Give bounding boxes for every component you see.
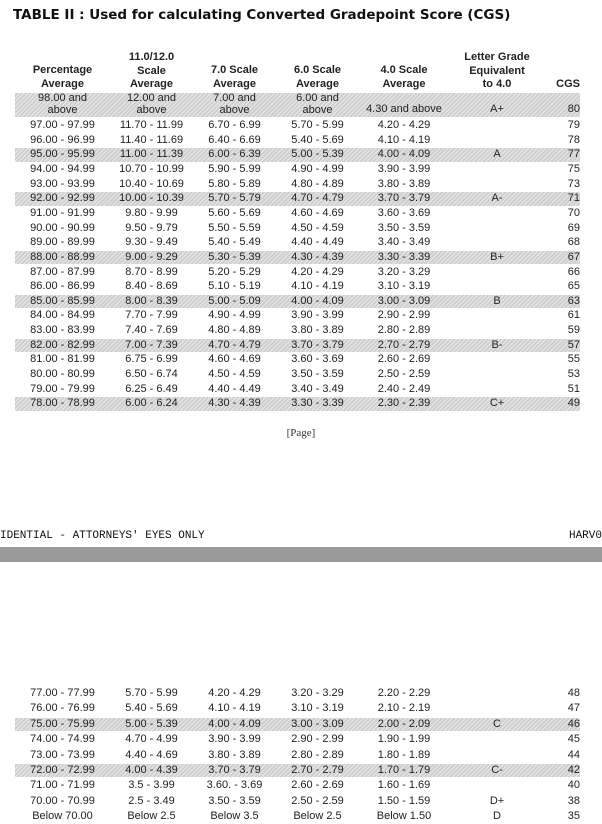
cell-4-scale: 3.50 - 3.59: [377, 221, 431, 234]
header-line: Average: [212, 77, 256, 90]
cell-percentage: 97.00 - 97.99: [30, 119, 95, 131]
cell-6-scale: 3.90 - 3.99: [291, 309, 344, 322]
header-6-scale: [276, 64, 359, 91]
cell-7-scale: 5.70 - 5.79: [208, 192, 261, 205]
cell-12-scale: 6.25 - 6.49: [125, 382, 178, 395]
cell-percentage: 91.00 - 91.99: [30, 206, 95, 219]
cell-percentage: 71.00 - 71.99: [30, 779, 95, 792]
header-line: Percentage: [32, 64, 93, 76]
cell-cgs: 55: [567, 353, 580, 366]
table-row: [15, 119, 580, 132]
table-row: [15, 309, 580, 322]
cell-percentage: 88.00 - 88.99: [30, 250, 95, 263]
table-row: [15, 810, 580, 823]
cell-7-scale: 6.00 - 6.39: [208, 148, 261, 161]
cell-cgs: 51: [567, 382, 580, 395]
cell-cgs: 61: [567, 309, 580, 322]
cell-12-scale: 4.70 - 4.99: [125, 733, 178, 746]
cell-4-scale: 2.20 - 2.29: [377, 687, 431, 699]
cell-12-scale: 11.70 - 11.99: [119, 119, 184, 131]
cell-6-scale: 3.60 - 3.69: [291, 353, 344, 366]
cell-percentage: 87.00 - 87.99: [30, 265, 95, 278]
table-row: [15, 779, 580, 792]
cell-12-scale: 9.50 - 9.79: [125, 221, 178, 234]
cell-12-scale: 8.70 - 8.99: [125, 265, 178, 278]
cell-cgs: 57: [567, 338, 580, 351]
cell-cgs: 65: [567, 280, 580, 293]
cell-cgs: 38: [567, 794, 580, 807]
cell-4-scale: 2.40 - 2.49: [377, 382, 431, 395]
cell-cgs: 48: [567, 687, 580, 699]
header-line: Average: [382, 77, 426, 90]
header-cgs: [537, 78, 580, 92]
cell-4-scale: 2.60 - 2.69: [377, 353, 431, 366]
cell-cgs: 67: [567, 250, 580, 263]
cell-6-scale: 4.20 - 4.29: [291, 265, 344, 278]
cell-4-scale: 4.20 - 4.29: [377, 119, 431, 131]
cell-letter-grade: D: [493, 810, 501, 823]
cell-12-scale: 11.40 - 11.69: [119, 133, 184, 146]
cell-line: 6.00 and: [296, 92, 339, 104]
cell-percentage: 79.00 - 79.99: [30, 382, 95, 395]
cell-7-scale: 4.10 - 4.19: [208, 702, 261, 715]
header-line: Equivalent: [469, 64, 525, 77]
cell-12-scale: 5.70 - 5.99: [125, 687, 178, 699]
header-line: Average: [129, 78, 173, 90]
header-line: 11.0/12.0: [128, 51, 175, 63]
cell-6-scale: 4.60 - 4.69: [291, 206, 344, 219]
cell-cgs: 71: [567, 192, 580, 205]
cell-6-scale: 4.40 - 4.49: [291, 236, 344, 249]
cell-percentage: 73.00 - 73.99: [30, 748, 95, 761]
cell-percentage: 93.00 - 93.99: [30, 177, 95, 190]
cell-percentage: 77.00 - 77.99: [30, 687, 95, 699]
cell-line: 98.00 and: [38, 92, 87, 104]
cell-letter-grade: A: [493, 148, 501, 161]
header-line: 6.0 Scale: [293, 64, 342, 76]
table-row: [15, 236, 580, 249]
cell-6-scale: 3.40 - 3.49: [291, 382, 344, 395]
cell-4-scale: Below 1.50: [376, 810, 432, 823]
cell-6-scale: 5.00 - 5.39: [291, 148, 344, 161]
cell-12-scale: 10.00 - 10.39: [119, 192, 184, 205]
cell-12-scale: 11.00 - 11.39: [119, 148, 184, 161]
cell-7-scale: 3.90 - 3.99: [208, 733, 261, 746]
header-7-scale: [193, 64, 276, 91]
cell-4-scale: 3.70 - 3.79: [377, 192, 431, 205]
cell-7-scale: [193, 93, 276, 116]
table-row: [15, 295, 580, 308]
cell-cgs: 46: [567, 717, 580, 730]
cell-6-scale: 4.80 - 4.89: [291, 177, 344, 190]
page-marker: [Page]: [286, 427, 316, 439]
table-row: [15, 148, 580, 161]
header-4-scale: [361, 64, 447, 91]
header-line: Scale: [137, 64, 166, 77]
cell-6-scale: 2.90 - 2.99: [291, 733, 344, 746]
cell-percentage: 81.00 - 81.99: [30, 353, 95, 366]
cell-6-scale: [276, 93, 359, 116]
cell-6-scale: 2.70 - 2.79: [291, 764, 344, 776]
cell-percentage: 84.00 - 84.99: [30, 309, 95, 322]
table-row: [15, 733, 580, 746]
cell-cgs: 69: [567, 221, 580, 234]
cell-cgs: 66: [567, 265, 580, 278]
cell-7-scale: 3.70 - 3.79: [208, 764, 261, 776]
cell-7-scale: 4.60 - 4.69: [208, 353, 261, 366]
cell-4-scale: 2.30 - 2.39: [377, 397, 431, 410]
cell-7-scale: 3.50 - 3.59: [208, 794, 261, 807]
table-row: [15, 764, 580, 777]
header-line: Average: [40, 77, 84, 90]
cell-cgs: 77: [567, 148, 580, 161]
cell-4-scale: 2.70 - 2.79: [377, 338, 431, 351]
cell-4-scale: 3.80 - 3.89: [377, 177, 431, 190]
cell-line: above: [136, 103, 167, 116]
cell-6-scale: 3.50 - 3.59: [291, 368, 344, 381]
cell-letter-grade: D+: [489, 794, 505, 807]
cell-percentage: 92.00 - 92.99: [30, 192, 95, 205]
cell-12-scale: 4.40 - 4.69: [125, 748, 178, 761]
cell-4-scale: 4.10 - 4.19: [377, 133, 431, 146]
cell-percentage: 76.00 - 76.99: [30, 702, 95, 715]
cell-4-scale: 2.00 - 2.09: [377, 717, 431, 730]
cell-6-scale: Below 2.5: [293, 810, 342, 823]
table-row: [15, 749, 580, 762]
cell-percentage: 94.00 - 94.99: [30, 162, 95, 175]
cell-6-scale: 4.30 - 4.39: [291, 250, 344, 263]
table-row: [15, 324, 580, 337]
cell-cgs: 53: [567, 368, 580, 381]
cell-cgs: 44: [567, 748, 580, 761]
cell-4-scale: 1.60 - 1.69: [377, 779, 431, 792]
cell-letter-grade: A+: [490, 103, 504, 115]
cell-4-scale: 2.10 - 2.19: [377, 702, 431, 715]
cell-7-scale: Below 3.5: [210, 810, 259, 823]
cell-7-scale: 4.50 - 4.59: [208, 368, 261, 381]
cell-percentage: 95.00 - 95.99: [30, 148, 95, 161]
table-row: [15, 687, 580, 700]
cell-percentage: 74.00 - 74.99: [30, 733, 95, 746]
table-row: [15, 353, 580, 366]
cell-6-scale: 2.50 - 2.59: [291, 794, 344, 807]
cell-6-scale: 3.10 - 3.19: [291, 702, 344, 715]
cell-12-scale: 4.00 - 4.39: [125, 764, 178, 776]
cell-12-scale: 6.50 - 6.74: [125, 368, 178, 381]
cell-letter-grade: B: [493, 294, 501, 307]
cell-4-scale: 3.60 - 3.69: [377, 206, 431, 219]
cell-percentage: [15, 93, 110, 116]
header-12-scale: [108, 51, 195, 92]
table-row: [15, 339, 580, 352]
cell-cgs: 47: [567, 702, 580, 715]
cell-12-scale: 8.00 - 8.39: [125, 294, 178, 307]
cell-6-scale: 2.80 - 2.89: [291, 748, 344, 761]
bates-number: HARV0: [568, 530, 602, 542]
cell-6-scale: 3.30 - 3.39: [291, 397, 344, 410]
cell-letter-grade: B+: [490, 250, 504, 263]
cell-cgs: 70: [567, 206, 580, 219]
cell-cgs: 75: [567, 162, 580, 175]
cell-6-scale: 4.50 - 4.59: [291, 221, 344, 234]
cell-7-scale: 5.00 - 5.09: [208, 294, 261, 307]
cell-7-scale: 5.10 - 5.19: [208, 280, 261, 293]
page-2: [0, 562, 602, 823]
cell-6-scale: 4.70 - 4.79: [291, 192, 344, 205]
cell-letter-grade: B-: [491, 338, 503, 351]
cell-line: 7.00 and: [213, 92, 256, 104]
cell-cgs: 45: [567, 733, 580, 746]
cell-percentage: 85.00 - 85.99: [30, 294, 95, 307]
table-row: [15, 134, 580, 147]
cell-cgs: 73: [567, 177, 580, 190]
cell-cgs: 78: [567, 133, 580, 146]
cell-cgs: 80: [567, 103, 580, 115]
cell-7-scale: 6.70 - 6.99: [208, 119, 261, 131]
table-title: TABLE II : Used for calculating Converted Gradepoint Score (CGS): [13, 7, 511, 23]
header-percentage: [15, 64, 110, 91]
cell-6-scale: 4.90 - 4.99: [291, 162, 344, 175]
cell-12-scale: 10.70 - 10.99: [119, 162, 184, 175]
cell-7-scale: 6.40 - 6.69: [208, 133, 261, 146]
cell-percentage: 78.00 - 78.99: [30, 397, 95, 410]
cell-7-scale: 5.60 - 5.69: [208, 206, 261, 219]
cell-7-scale: 4.30 - 4.39: [208, 397, 261, 410]
cell-12-scale: 5.40 - 5.69: [125, 702, 178, 715]
cell-4-scale: 1.70 - 1.79: [377, 764, 431, 776]
header-line: Letter Grade: [464, 51, 530, 63]
header-line: Average: [295, 77, 339, 90]
cell-4-scale: 2.50 - 2.59: [377, 368, 431, 381]
cell-7-scale: 3.80 - 3.89: [208, 748, 261, 761]
cell-7-scale: 5.90 - 5.99: [208, 162, 261, 175]
cell-4-scale: 1.80 - 1.89: [377, 748, 431, 761]
cell-letter-grade: C-: [491, 764, 503, 776]
cell-12-scale: Below 2.5: [127, 810, 176, 823]
cell-line: above: [219, 103, 250, 116]
cell-12-scale: 9.80 - 9.99: [125, 206, 178, 219]
cell-12-scale: [108, 93, 195, 116]
header-line: CGS: [556, 78, 580, 90]
cell-6-scale: 5.70 - 5.99: [291, 119, 344, 131]
cell-percentage: 86.00 - 86.99: [30, 280, 95, 293]
cell-7-scale: 5.30 - 5.39: [208, 250, 261, 263]
header-line: to 4.0: [482, 78, 512, 90]
cell-percentage: 75.00 - 75.99: [30, 717, 95, 730]
cell-12-scale: 10.40 - 10.69: [119, 177, 184, 190]
cell-letter-grade: A-: [491, 192, 503, 205]
cell-percentage: Below 70.00: [32, 810, 93, 823]
table-row: [15, 266, 580, 279]
cell-cgs: 35: [567, 810, 580, 823]
cell-12-scale: 7.00 - 7.39: [125, 338, 178, 351]
table-row: [15, 397, 580, 410]
cell-12-scale: 9.00 - 9.29: [125, 250, 178, 263]
table-row: [15, 207, 580, 220]
cell-4-scale: 3.90 - 3.99: [377, 162, 431, 175]
table-row-top: [15, 93, 580, 117]
cell-percentage: 82.00 - 82.99: [30, 338, 95, 351]
cell-7-scale: 4.80 - 4.89: [208, 324, 261, 337]
cell-percentage: 96.00 - 96.99: [30, 133, 95, 146]
cell-12-scale: 6.00 - 6.24: [125, 397, 178, 410]
cell-percentage: 80.00 - 80.99: [30, 368, 95, 381]
table-row: [15, 368, 580, 381]
cell-percentage: 83.00 - 83.99: [30, 324, 95, 337]
cell-7-scale: 4.40 - 4.49: [208, 382, 261, 395]
cell-line: above: [47, 103, 78, 116]
confidential-footer: IDENTIAL - ATTORNEYS' EYES ONLY: [0, 530, 205, 542]
cell-6-scale: 3.70 - 3.79: [291, 338, 344, 351]
table-row: [15, 383, 580, 396]
cell-7-scale: 4.00 - 4.09: [208, 717, 261, 730]
table-row: [15, 702, 580, 715]
cell-6-scale: 3.80 - 3.89: [291, 324, 344, 337]
cell-4-scale: 3.00 - 3.09: [377, 294, 431, 307]
cell-cgs: 40: [567, 779, 580, 792]
table-row: [15, 251, 580, 264]
cell-percentage: 70.00 - 70.99: [30, 794, 95, 807]
cell-4-scale: 3.40 - 3.49: [377, 236, 431, 249]
cell-4-scale: 3.30 - 3.39: [377, 250, 431, 263]
page-separator: [0, 547, 602, 562]
table-row: [15, 163, 580, 176]
cell-letter-grade: C+: [489, 397, 505, 410]
table-row: [15, 280, 580, 293]
table-row: [15, 178, 580, 191]
cell-12-scale: 7.40 - 7.69: [125, 324, 178, 337]
cell-7-scale: 3.60. - 3.69: [206, 779, 263, 792]
cell-6-scale: 3.20 - 3.29: [291, 687, 344, 699]
cell-12-scale: 6.75 - 6.99: [125, 353, 178, 366]
cell-percentage: 89.00 - 89.99: [30, 236, 95, 249]
cell-7-scale: 5.80 - 5.89: [208, 177, 261, 190]
cell-4-scale: 1.90 - 1.99: [377, 733, 431, 746]
cell-6-scale: 2.60 - 2.69: [291, 779, 344, 792]
cell-4-scale: 1.50 - 1.59: [377, 794, 431, 807]
cell-percentage: 72.00 - 72.99: [30, 764, 95, 776]
cell-line: 12.00 and: [127, 92, 176, 104]
cell-12-scale: 8.40 - 8.69: [125, 280, 178, 293]
cell-4-scale: 4.30 and above: [366, 103, 442, 115]
table-row: [15, 795, 580, 808]
cell-7-scale: 5.50 - 5.59: [208, 221, 261, 234]
header-line: 4.0 Scale: [380, 64, 428, 76]
cell-line: above: [302, 103, 333, 116]
cell-cgs: 49: [567, 397, 580, 410]
cell-cgs: 59: [567, 324, 580, 337]
cell-4-scale: 4.00 - 4.09: [377, 148, 431, 161]
cell-letter-grade: C: [493, 717, 501, 730]
table-row: [15, 222, 580, 235]
cell-cgs: 63: [567, 294, 580, 307]
cell-12-scale: 3.5 - 3.99: [128, 779, 175, 792]
cell-12-scale: 2.5 - 3.49: [128, 794, 175, 807]
table-row: [15, 718, 580, 731]
cell-6-scale: 4.00 - 4.09: [291, 294, 344, 307]
cell-12-scale: 5.00 - 5.39: [125, 717, 178, 730]
cell-4-scale: 3.10 - 3.19: [377, 280, 431, 293]
cell-7-scale: 4.70 - 4.79: [208, 338, 261, 351]
cell-6-scale: 3.00 - 3.09: [291, 717, 344, 730]
cell-6-scale: 4.10 - 4.19: [291, 280, 344, 293]
cell-7-scale: 5.40 - 5.49: [208, 236, 261, 249]
cell-cgs: 68: [567, 236, 580, 249]
cell-7-scale: 4.20 - 4.29: [208, 687, 261, 699]
cell-percentage: 90.00 - 90.99: [30, 221, 95, 234]
cell-4-scale: 3.20 - 3.29: [377, 265, 431, 278]
table-row: [15, 192, 580, 205]
cell-12-scale: 7.70 - 7.99: [125, 309, 178, 322]
header-line: 7.0 Scale: [210, 64, 259, 76]
cell-4-scale: 2.90 - 2.99: [377, 309, 431, 322]
cell-12-scale: 9.30 - 9.49: [125, 236, 178, 249]
cell-cgs: 79: [567, 119, 580, 131]
cell-6-scale: 5.40 - 5.69: [291, 133, 344, 146]
cell-cgs: 42: [567, 764, 580, 776]
header-letter-grade: [457, 51, 537, 92]
cell-7-scale: 4.90 - 4.99: [208, 309, 261, 322]
cell-7-scale: 5.20 - 5.29: [208, 265, 261, 278]
cell-4-scale: 2.80 - 2.89: [377, 324, 431, 337]
